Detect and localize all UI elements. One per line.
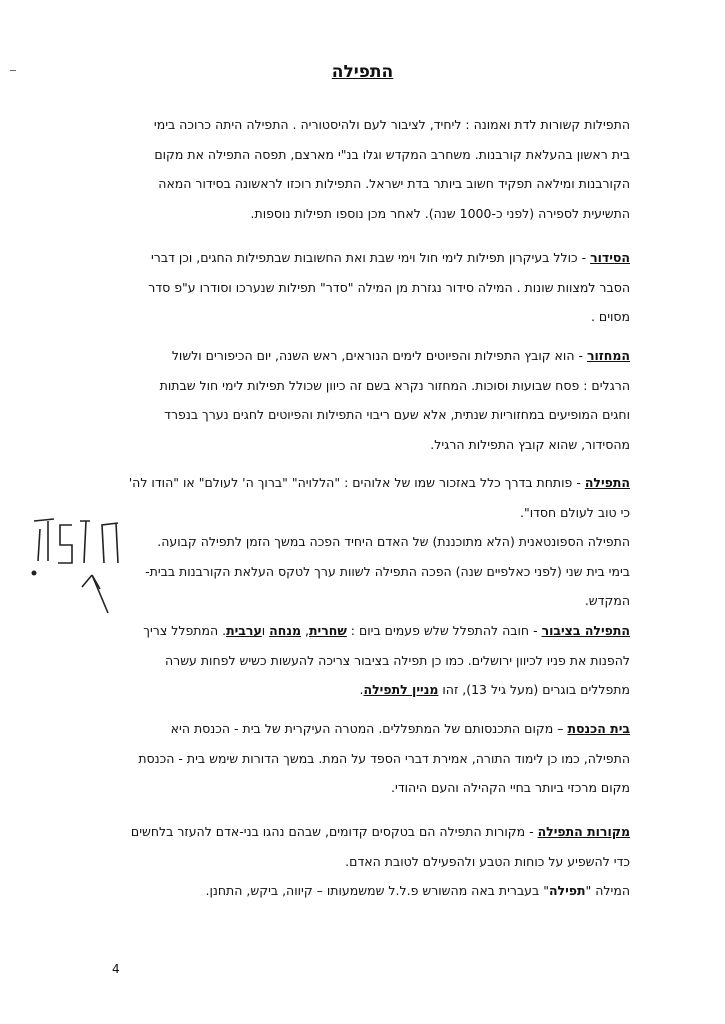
machzor-line-3: וחגים המופיעים במחזוריות שנתית, אלא שעם ריבוי התפילות והפיוטים לחגים נערך בנפרד	[164, 407, 630, 422]
knesset-line-3: מקום מרכזי ביותר בחיי הקהילה והעם היהודי.	[391, 780, 630, 795]
intro-line-3: הקורבנות ומילאה תפקיד חשוב ביותר בדת ישראל. התפילות רוכזו לראשונה בסידור המאה	[158, 176, 630, 191]
mekorot-line-3b: " בעברית באה מהשורש פ.ל.ל שמשמעותו – קיווה, ביקש, התחנן.	[205, 883, 549, 898]
tzibur-sep-1: ,	[301, 623, 310, 638]
machzor-line-1-text: - הוא קובץ התפילות והפיוטים לימים הנוראים, ראש השנה, יום הכיפורים ולשול	[171, 348, 587, 363]
intro-line-4: התשיעית לספירה (לפני כ-1000 שנה). לאחר מכן נוספו תפילות נוספות.	[250, 205, 630, 221]
machzor-paragraph	[90, 341, 630, 459]
arvit-term: ערבית	[226, 623, 262, 638]
mekorot-line-2: כדי להשפיע על כוחות הטבע ולהפעילם לטובת האדם.	[345, 853, 630, 869]
tzibur-line-3a: מתפללים בוגרים (מעל גיל 13), זהו	[438, 682, 630, 697]
knesset-line-2: התפילה, כמו כן לימוד התורה, אמירת דברי הספד על המת. במשך הדורות שימש בית - הכנסת	[138, 750, 630, 766]
machzor-line-2: הרגלים : פסח שבועות וסוכות. המחזור נקרא בשם זה כיוון שכולל תפילות לימי חול שבתות	[159, 377, 630, 393]
tzibur-line-1b: . המתפלל צריך	[143, 623, 227, 638]
tzibur-line-1	[90, 616, 630, 646]
siddur-paragraph	[90, 243, 630, 332]
tzibur-line-1a: - חובה להתפלל שלש פעמים ביום :	[346, 623, 542, 638]
tefila-line-5: המקדש.	[584, 593, 630, 608]
machzor-term: המחזור	[586, 348, 630, 363]
siddur-line-3: מסוים .	[590, 309, 630, 324]
intro-line-1: התפילות קשורות לדת ואמונה : ליחיד, לציבור לעם ולהיסטוריה . התפילה היתה כרוכה בימי	[153, 117, 630, 132]
mekorot-line-3a: המילה "	[585, 883, 630, 898]
tefila-line-3: התפילה הספונטאנית (הלא מתוכננת) של האדם היחיד הפכה במשך הזמן לתפילה קבועה.	[157, 534, 630, 549]
mekorot-paragraph	[90, 817, 630, 906]
mekorot-line-3	[90, 876, 630, 906]
siddur-line-1	[90, 243, 630, 273]
tefila-line-1	[90, 468, 630, 498]
knesset-paragraph	[90, 714, 630, 803]
machzor-line-4: מהסידור, שהוא קובץ התפילות הרגיל.	[430, 436, 630, 452]
mekorot-line-1-text: - מקורות התפילה הם בטקסים קדומים, שבהם נהגו בני-אדם להעזר בלחשים	[130, 824, 538, 839]
tefila-line-1-text: - פותחת בדרך כלל באזכור שמו של אלוהים : "הללויה" "ברוך ה' לעולם" או "הודו לה'	[128, 475, 585, 490]
machzor-line-1	[90, 341, 630, 371]
knesset-line-1-text: – מקום התכנסותם של המתפללים. המטרה העיקרית של בית - הכנסת היא	[170, 721, 568, 736]
tzibur-sep-2: ו	[261, 623, 270, 638]
shacharit-term: שחרית	[309, 623, 347, 638]
minyan-term: מניין לתפילה	[363, 682, 439, 697]
siddur-term: הסידור	[590, 250, 630, 265]
siddur-line-1-text: - כולל בעיקרון תפילות לימי חול וימי שבת ואת החשובות שבתפילות החגים, וכן דברי	[151, 250, 591, 265]
tefila-word: תפילה	[548, 883, 586, 898]
mekorot-line-1	[90, 817, 630, 847]
handwritten-note-drawing	[20, 505, 130, 625]
intro-line-2: בית ראשון בהעלאת קורבנות. משחרב המקדש וגלו בנ"י מארצם, תפסה התפילה את מקום	[154, 146, 630, 162]
tefila-term: התפילה	[584, 475, 630, 490]
page-title: התפילה	[331, 62, 394, 82]
tefila-line-2: כי טוב לעולם חסדו".	[519, 504, 630, 520]
tzibur-line-2: להפנות את פניו לכיוון ירושלים. כמו כן תפילה בציבור צריכה להעשות כשיש לפחות עשרה	[164, 652, 630, 668]
knesset-line-1	[90, 714, 630, 744]
mincha-term: מנחה	[269, 623, 302, 638]
mekorot-term: מקורות התפילה	[537, 824, 630, 839]
tzibur-term: התפילה בציבור	[541, 623, 630, 638]
tefila-line-4: בימי בית שני (לפני כאלפיים שנה) הפכה התפילה לשוות ערך לטקס העלאת הקורבנות בבית-	[145, 563, 630, 579]
page-number: 4	[112, 962, 120, 976]
knesset-term: בית הכנסת	[567, 721, 630, 736]
siddur-line-2: הסבר למצוות שונות . המילה סידור נגזרת מן המילה "סדר" תפילות שנערכו וסודרו ע"פ סדר	[148, 279, 630, 295]
tzibur-paragraph	[90, 616, 630, 705]
tefila-paragraph	[90, 468, 630, 616]
intro-paragraph	[90, 110, 630, 228]
tzibur-line-3	[90, 675, 630, 705]
tzibur-line-3b: .	[359, 682, 364, 697]
